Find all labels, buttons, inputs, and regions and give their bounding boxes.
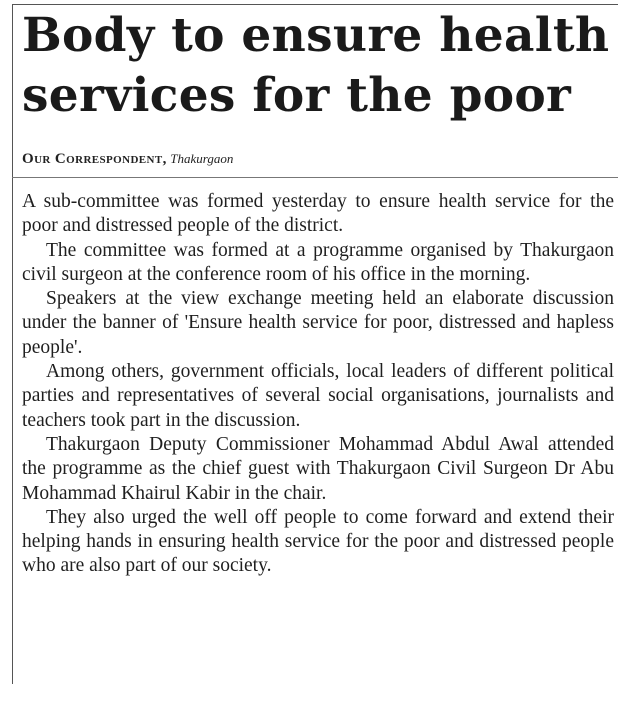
- article-body: [22, 190, 614, 579]
- headline: [22, 6, 618, 126]
- byline-divider: [12, 177, 618, 178]
- paragraph-3: Speakers at the view exchange meeting held an elaborate discussion under the banner of 'Ensure health service for poor, distressed and hapless people'.: [22, 288, 614, 358]
- paragraph-6: They also urged the well off people to come forward and extend their helping hands in ensuring health service for the poor and distressed people who are also part of our society.: [22, 506, 614, 577]
- paragraph-4: Among others, government officials, local leaders of different political parties and representatives of several social organisations, journalists and teachers took part in the discussion.: [22, 361, 614, 431]
- headline-line-1: Body to ensure health: [22, 8, 610, 63]
- byline-location: Thakurgaon: [170, 151, 234, 166]
- paragraph-5: Thakurgaon Deputy Commissioner Mohammad Abdul Awal attended the programme as the chief guest with Thakurgaon Civil Surgeon Dr Abu Mohammad Khairul Kabir in the chair.: [22, 433, 614, 504]
- byline: [22, 149, 618, 170]
- paragraph-1: A sub-committee was formed yesterday to ensure health service for the poor and distressed people of the district.: [22, 191, 614, 237]
- left-rule: [12, 4, 13, 684]
- paragraph-2: The committee was formed at a programme organised by Thakurgaon civil surgeon at the conference room of his office in the morning.: [22, 239, 614, 285]
- top-rule: [12, 4, 618, 5]
- headline-line-2: services for the poor: [22, 68, 572, 123]
- byline-author: Our Correspondent,: [22, 151, 167, 167]
